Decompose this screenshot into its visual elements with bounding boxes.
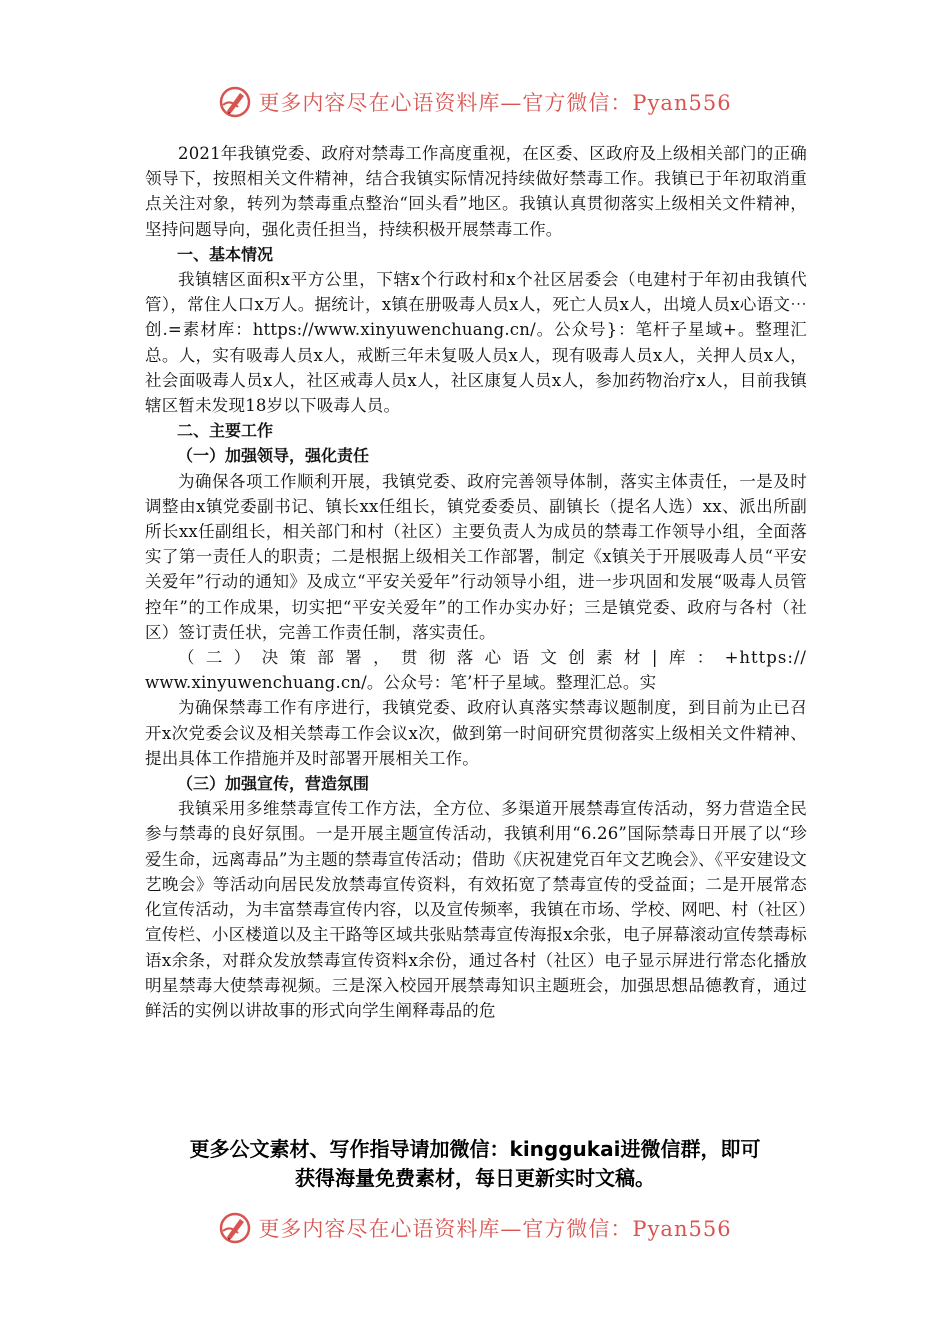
subheading-leadership: （一）加强领导，强化责任 <box>177 446 370 466</box>
section-heading-basic: 一、基本情况 <box>177 244 274 264</box>
footer-promo-line1: 更多公文素材、写作指导请加微信：kinggukai进微信群，即可 <box>189 1137 761 1161</box>
decision-paragraph: 为确保禁毒工作有序进行，我镇党委、政府认真落实禁毒议题制度，到目前为止已召开x次党委会议及相关禁毒工作会议x次，做到第一时间研究贯彻落实上级相关文件精神、提出具体工作措施并及时部署开展相关工作。 <box>145 698 807 768</box>
pen-logo-icon <box>218 85 252 119</box>
header-banner <box>0 80 950 124</box>
footer-banner <box>0 1206 950 1250</box>
subheading-publicity: （三）加强宣传，营造氛围 <box>177 774 370 794</box>
footer-promo-note <box>0 1135 950 1193</box>
pen-logo-icon <box>218 1211 252 1245</box>
subheading-decision-line1: （二）决策部署，贯彻落心语文创素材|库：+https:// <box>178 648 807 668</box>
section-heading-main-work: 二、主要工作 <box>177 421 274 441</box>
intro-paragraph: 2021年我镇党委、政府对禁毒工作高度重视，在区委、区政府及上级相关部门的正确领导下，按照相关文件精神，结合我镇实际情况持续做好禁毒工作。我镇已于年初取消重点关注对象，转列为禁毒重点整治“回头看”地区。我镇认真贯彻落实上级相关文件精神，坚持问题导向，强化责任担当，持续积极开展禁毒工作。 <box>145 144 807 239</box>
basic-info-paragraph: 我镇辖区面积x平方公里，下辖x个行政村和x个社区居委会（电建村于年初由我镇代管），常住人口x万人。据统计，x镇在册吸毒人员x人，死亡人员x人，出境人员x心语文⋯创.=素材库：https://www.xinyuwenchuang.cn/。公众号}：笔杆子星域+。整理汇总。人，实有吸毒人员x人，戒断三年未复吸人员x人，现有吸毒人员x人，关押人员x人，社会面吸毒人员x人，社区戒毒人员x人，社区康复人员x人，参加药物治疗x人，目前我镇辖区暂未发现18岁以下吸毒人员。 <box>145 270 807 416</box>
leadership-paragraph: 为确保各项工作顺利开展，我镇党委、政府完善领导体制，落实主体责任，一是及时调整由x镇党委副书记、镇长xx任组长，镇党委委员、副镇长（提名人选）xx、派出所副所长xx任副组长，相关部门和村（社区）主要负责人为成员的禁毒工作领导小组，全面落实了第一责任人的职责；二是根据上级相关工作部署，制定《x镇关于开展吸毒人员“平安关爱年”行动的通知》及成立“平安关爱年”行动领导小组，进一步巩固和发展“吸毒人员管控年”的工作成果，切实把“平安关爱年”的工作办实办好；三是镇党委、政府与各村（社区）签订责任状，完善工作责任制，落实责任。 <box>145 471 807 642</box>
subheading-decision-line2: www.xinyuwenchuang.cn/。公众号：笔’杆子星域。整理汇总。实 <box>145 673 657 693</box>
banner-text: 更多内容尽在心语资料库—官方微信：Pyan556 <box>258 91 732 115</box>
banner-text: 更多内容尽在心语资料库—官方微信：Pyan556 <box>258 1217 732 1241</box>
footer-promo-line2: 获得海量免费素材，每日更新实时文稿。 <box>295 1166 655 1190</box>
document-body <box>145 141 807 1023</box>
publicity-paragraph: 我镇采用多维禁毒宣传工作方法，全方位、多渠道开展禁毒宣传活动，努力营造全民参与禁毒的良好氛围。一是开展主题宣传活动，我镇利用“6.26”国际禁毒日开展了以“珍爱生命，远离毒品”为主题的禁毒宣传活动；借助《庆祝建党百年文艺晚会》、《平安建设文艺晚会》等活动向居民发放禁毒宣传资料，有效拓宽了禁毒宣传的受益面；二是开展常态化宣传活动，为丰富禁毒宣传内容，以及宣传频率，我镇在市场、学校、网吧、村（社区）宣传栏、小区楼道以及主干路等区域共张贴禁毒宣传海报x余张，电子屏幕滚动宣传禁毒标语x余条，对群众发放禁毒宣传资料x余份，通过各村（社区）电子显示屏进行常态化播放明星禁毒大使禁毒视频。三是深入校园开展禁毒知识主题班会，加强思想品德教育，通过鲜活的实例以讲故事的形式向学生阐释毒品的危 <box>145 799 807 1020</box>
